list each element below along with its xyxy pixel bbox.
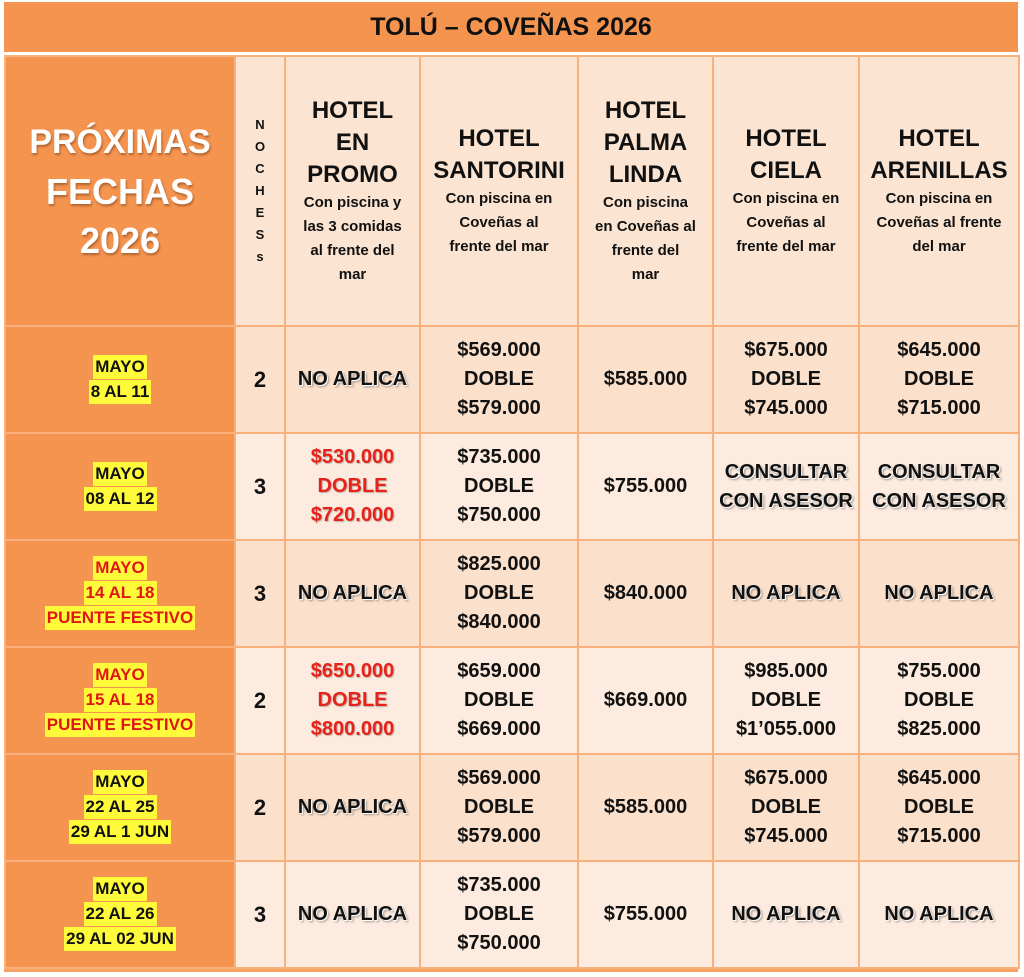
price-line: $750.000	[457, 932, 541, 954]
hotel-name-line: HOTEL	[898, 125, 980, 152]
price-cell-palma-linda	[578, 433, 713, 540]
price-line: $569.000	[457, 339, 541, 361]
hotel-description-line: Coveñas al	[459, 214, 539, 231]
price-line: NO APLICA	[731, 903, 841, 925]
price-table	[4, 55, 1020, 969]
price-line: NO APLICA	[884, 582, 994, 604]
hotel-name	[421, 123, 577, 187]
hotel-description	[860, 187, 1018, 259]
date-line	[6, 581, 234, 606]
price-rows	[5, 326, 1019, 968]
price-line: $569.000	[457, 767, 541, 789]
date-text: MAYO	[93, 663, 146, 687]
price-line: $645.000	[897, 767, 981, 789]
price-cell-promo	[285, 861, 420, 968]
noches-letter: O	[254, 139, 266, 154]
price-line: DOBLE	[464, 796, 534, 818]
hotel-description-line: en Coveñas al	[595, 218, 696, 235]
price-cell-ciela	[713, 861, 859, 968]
nights-cell: 3	[235, 540, 285, 647]
price-line: $669.000	[603, 689, 688, 711]
price-line: NO APLICA	[297, 368, 408, 390]
date-line	[6, 877, 234, 902]
hotel-description-line: Con piscina	[602, 194, 688, 211]
date-text: MAYO	[93, 877, 146, 901]
date-line	[6, 795, 234, 820]
hotel-description-line: mar	[631, 266, 660, 283]
header-row	[5, 56, 1019, 326]
hotel-description-line: del mar	[912, 238, 966, 255]
hotel-header-palma-linda	[578, 56, 713, 326]
table-row	[5, 540, 1019, 647]
noches-letter: s	[256, 249, 264, 264]
noches-letter: C	[255, 161, 265, 176]
price-cell-arenillas	[859, 540, 1019, 647]
price-line: $669.000	[457, 718, 541, 740]
date-label-block	[6, 663, 234, 738]
hotel-description-line: Coveñas al frente	[876, 214, 1002, 231]
price-cell-promo	[285, 326, 420, 433]
hotel-name-line: EN	[335, 129, 370, 156]
price-line: DOBLE	[904, 689, 974, 711]
noches-letter: H	[255, 183, 265, 198]
date-label-block	[6, 877, 234, 952]
price-cell-palma-linda	[578, 861, 713, 968]
price-line: DOBLE	[464, 475, 534, 497]
price-cell-palma-linda	[578, 754, 713, 861]
price-line: DOBLE	[464, 582, 534, 604]
price-line: $585.000	[603, 368, 688, 390]
date-text: 29 AL 1 JUN	[69, 820, 171, 844]
date-line	[6, 355, 234, 380]
price-cell-santorini	[420, 433, 578, 540]
price-line: $800.000	[310, 718, 395, 740]
hotel-description-line: mar	[338, 266, 367, 283]
hotel-name-line: SANTORINI	[433, 157, 565, 184]
hotel-name	[714, 123, 858, 187]
date-text: 15 AL 18	[84, 688, 157, 712]
price-line: $715.000	[897, 397, 981, 419]
proximas-label: PRÓXIMAS FECHAS 2026	[29, 122, 211, 261]
date-line	[6, 902, 234, 927]
hotel-description-line: Con piscina y	[303, 194, 402, 211]
date-line	[6, 820, 234, 845]
hotel-header-santorini	[420, 56, 578, 326]
price-line: $715.000	[897, 825, 981, 847]
hotel-description-line: frente del mar	[449, 238, 549, 255]
hotel-description	[286, 191, 419, 287]
hotel-name-line: LINDA	[608, 161, 683, 188]
date-line	[6, 556, 234, 581]
table-row	[5, 861, 1019, 968]
price-line: $530.000	[310, 446, 395, 468]
nights-cell: 3	[235, 861, 285, 968]
date-line	[6, 927, 234, 952]
date-label-block	[6, 355, 234, 405]
date-label-block	[6, 556, 234, 631]
hotel-description-line: Coveñas al	[746, 214, 826, 231]
price-line: DOBLE	[317, 689, 388, 711]
price-cell-santorini	[420, 861, 578, 968]
price-cell-palma-linda	[578, 647, 713, 754]
price-line: $735.000	[457, 874, 541, 896]
price-line: CONSULTAR	[724, 460, 848, 483]
hotel-name-line: PROMO	[307, 161, 398, 188]
price-line: $1’055.000	[735, 718, 837, 740]
date-line	[6, 770, 234, 795]
price-line: DOBLE	[751, 368, 821, 390]
date-cell	[5, 326, 235, 433]
hotel-description-line: frente del mar	[736, 238, 836, 255]
hotel-description-line: frente del	[611, 242, 680, 259]
price-line: $659.000	[457, 660, 541, 682]
date-text: 22 AL 26	[84, 902, 157, 926]
date-line	[6, 380, 234, 405]
hotel-name	[860, 123, 1018, 187]
price-line: DOBLE	[464, 903, 534, 925]
date-cell	[5, 540, 235, 647]
date-line	[6, 606, 234, 631]
noches-letter: E	[255, 205, 265, 220]
price-line: $840.000	[603, 582, 688, 604]
hotel-header-arenillas	[859, 56, 1019, 326]
proximas-fechas-header	[5, 56, 235, 326]
price-line: DOBLE	[751, 796, 821, 818]
date-text: PUENTE FESTIVO	[45, 713, 195, 737]
price-cell-arenillas	[859, 861, 1019, 968]
price-line: NO APLICA	[884, 903, 994, 925]
price-cell-santorini	[420, 326, 578, 433]
date-line	[6, 487, 234, 512]
price-line: $720.000	[310, 504, 395, 526]
hotel-description	[714, 187, 858, 259]
price-line: $579.000	[457, 397, 541, 419]
price-line: DOBLE	[751, 689, 821, 711]
price-line: $675.000	[744, 767, 828, 789]
date-text: 8 AL 11	[89, 380, 152, 404]
date-text: PUENTE FESTIVO	[45, 606, 195, 630]
price-line: CON ASESOR	[872, 489, 1006, 512]
price-cell-santorini	[420, 540, 578, 647]
hotel-name-line: HOTEL	[311, 97, 394, 124]
price-line: $755.000	[603, 475, 688, 497]
price-line: $755.000	[897, 660, 981, 682]
price-sheet	[4, 2, 1018, 972]
price-line: DOBLE	[904, 368, 974, 390]
price-cell-arenillas	[859, 647, 1019, 754]
price-cell-palma-linda	[578, 540, 713, 647]
price-line: $745.000	[744, 825, 828, 847]
price-cell-ciela	[713, 540, 859, 647]
date-line	[6, 663, 234, 688]
date-line	[6, 462, 234, 487]
price-cell-ciela	[713, 754, 859, 861]
price-line: $645.000	[897, 339, 981, 361]
date-label-block	[6, 462, 234, 512]
hotel-name-line: PALMA	[603, 129, 688, 156]
date-label-block	[6, 770, 234, 845]
date-text: 22 AL 25	[84, 795, 157, 819]
price-cell-promo	[285, 754, 420, 861]
price-cell-promo	[285, 433, 420, 540]
hotel-name-line: HOTEL	[458, 125, 540, 152]
noches-label	[236, 114, 284, 268]
price-cell-ciela	[713, 433, 859, 540]
page-title: TOLÚ – COVEÑAS 2026	[4, 2, 1018, 55]
hotel-description-line: Con piscina en	[732, 190, 840, 207]
price-cell-ciela	[713, 647, 859, 754]
price-cell-arenillas	[859, 326, 1019, 433]
date-line	[6, 713, 234, 738]
date-text: 08 AL 12	[84, 487, 157, 511]
price-line: NO APLICA	[731, 582, 841, 604]
nights-cell: 3	[235, 433, 285, 540]
price-line: $825.000	[897, 718, 981, 740]
hotel-description	[579, 191, 712, 287]
date-text: MAYO	[93, 462, 146, 486]
price-cell-santorini	[420, 754, 578, 861]
date-text: MAYO	[93, 355, 146, 379]
price-line: NO APLICA	[297, 903, 408, 925]
nights-cell: 2	[235, 326, 285, 433]
hotel-description-line: al frente del	[310, 242, 395, 259]
hotel-name	[579, 95, 712, 191]
price-line: $735.000	[457, 446, 541, 468]
price-line: NO APLICA	[297, 796, 408, 818]
hotel-description-line: las 3 comidas	[303, 218, 402, 235]
date-text: MAYO	[93, 770, 146, 794]
price-line: CON ASESOR	[719, 489, 853, 512]
price-cell-arenillas	[859, 754, 1019, 861]
date-text: MAYO	[93, 556, 146, 580]
price-line: $750.000	[457, 504, 541, 526]
hotel-name-line: HOTEL	[604, 97, 687, 124]
hotel-name-line: ARENILLAS	[870, 157, 1008, 184]
hotel-description-line: Con piscina en	[445, 190, 553, 207]
hotel-header-promo	[285, 56, 420, 326]
nights-cell: 2	[235, 754, 285, 861]
table-row	[5, 433, 1019, 540]
table-row	[5, 326, 1019, 433]
date-cell	[5, 433, 235, 540]
price-cell-santorini	[420, 647, 578, 754]
price-line: $579.000	[457, 825, 541, 847]
date-cell	[5, 754, 235, 861]
price-cell-ciela	[713, 326, 859, 433]
hotel-header-ciela	[713, 56, 859, 326]
price-cell-palma-linda	[578, 326, 713, 433]
price-cell-promo	[285, 647, 420, 754]
date-text: 29 AL 02 JUN	[64, 927, 176, 951]
date-cell	[5, 647, 235, 754]
hotel-name	[286, 95, 419, 191]
noches-header	[235, 56, 285, 326]
price-line: $985.000	[744, 660, 828, 682]
price-line: DOBLE	[904, 796, 974, 818]
price-line: NO APLICA	[297, 582, 408, 604]
price-cell-promo	[285, 540, 420, 647]
price-line: DOBLE	[317, 475, 388, 497]
price-line: $745.000	[744, 397, 828, 419]
price-line: $825.000	[457, 553, 541, 575]
price-line: $755.000	[603, 903, 688, 925]
price-line: $585.000	[603, 796, 688, 818]
price-line: $675.000	[744, 339, 828, 361]
table-row	[5, 647, 1019, 754]
noches-letter: S	[255, 227, 265, 242]
price-line: DOBLE	[464, 689, 534, 711]
price-line: $840.000	[457, 611, 541, 633]
table-row	[5, 754, 1019, 861]
date-text: 14 AL 18	[84, 581, 157, 605]
nights-cell: 2	[235, 647, 285, 754]
hotel-description	[421, 187, 577, 259]
price-line: DOBLE	[464, 368, 534, 390]
hotel-description-line: Con piscina en	[885, 190, 993, 207]
price-line: $650.000	[310, 660, 395, 682]
price-cell-arenillas	[859, 433, 1019, 540]
date-line	[6, 688, 234, 713]
hotel-name-line: CIELA	[750, 157, 822, 184]
noches-letter: N	[255, 117, 265, 132]
date-cell	[5, 861, 235, 968]
hotel-name-line: HOTEL	[745, 125, 827, 152]
price-line: CONSULTAR	[877, 460, 1001, 483]
